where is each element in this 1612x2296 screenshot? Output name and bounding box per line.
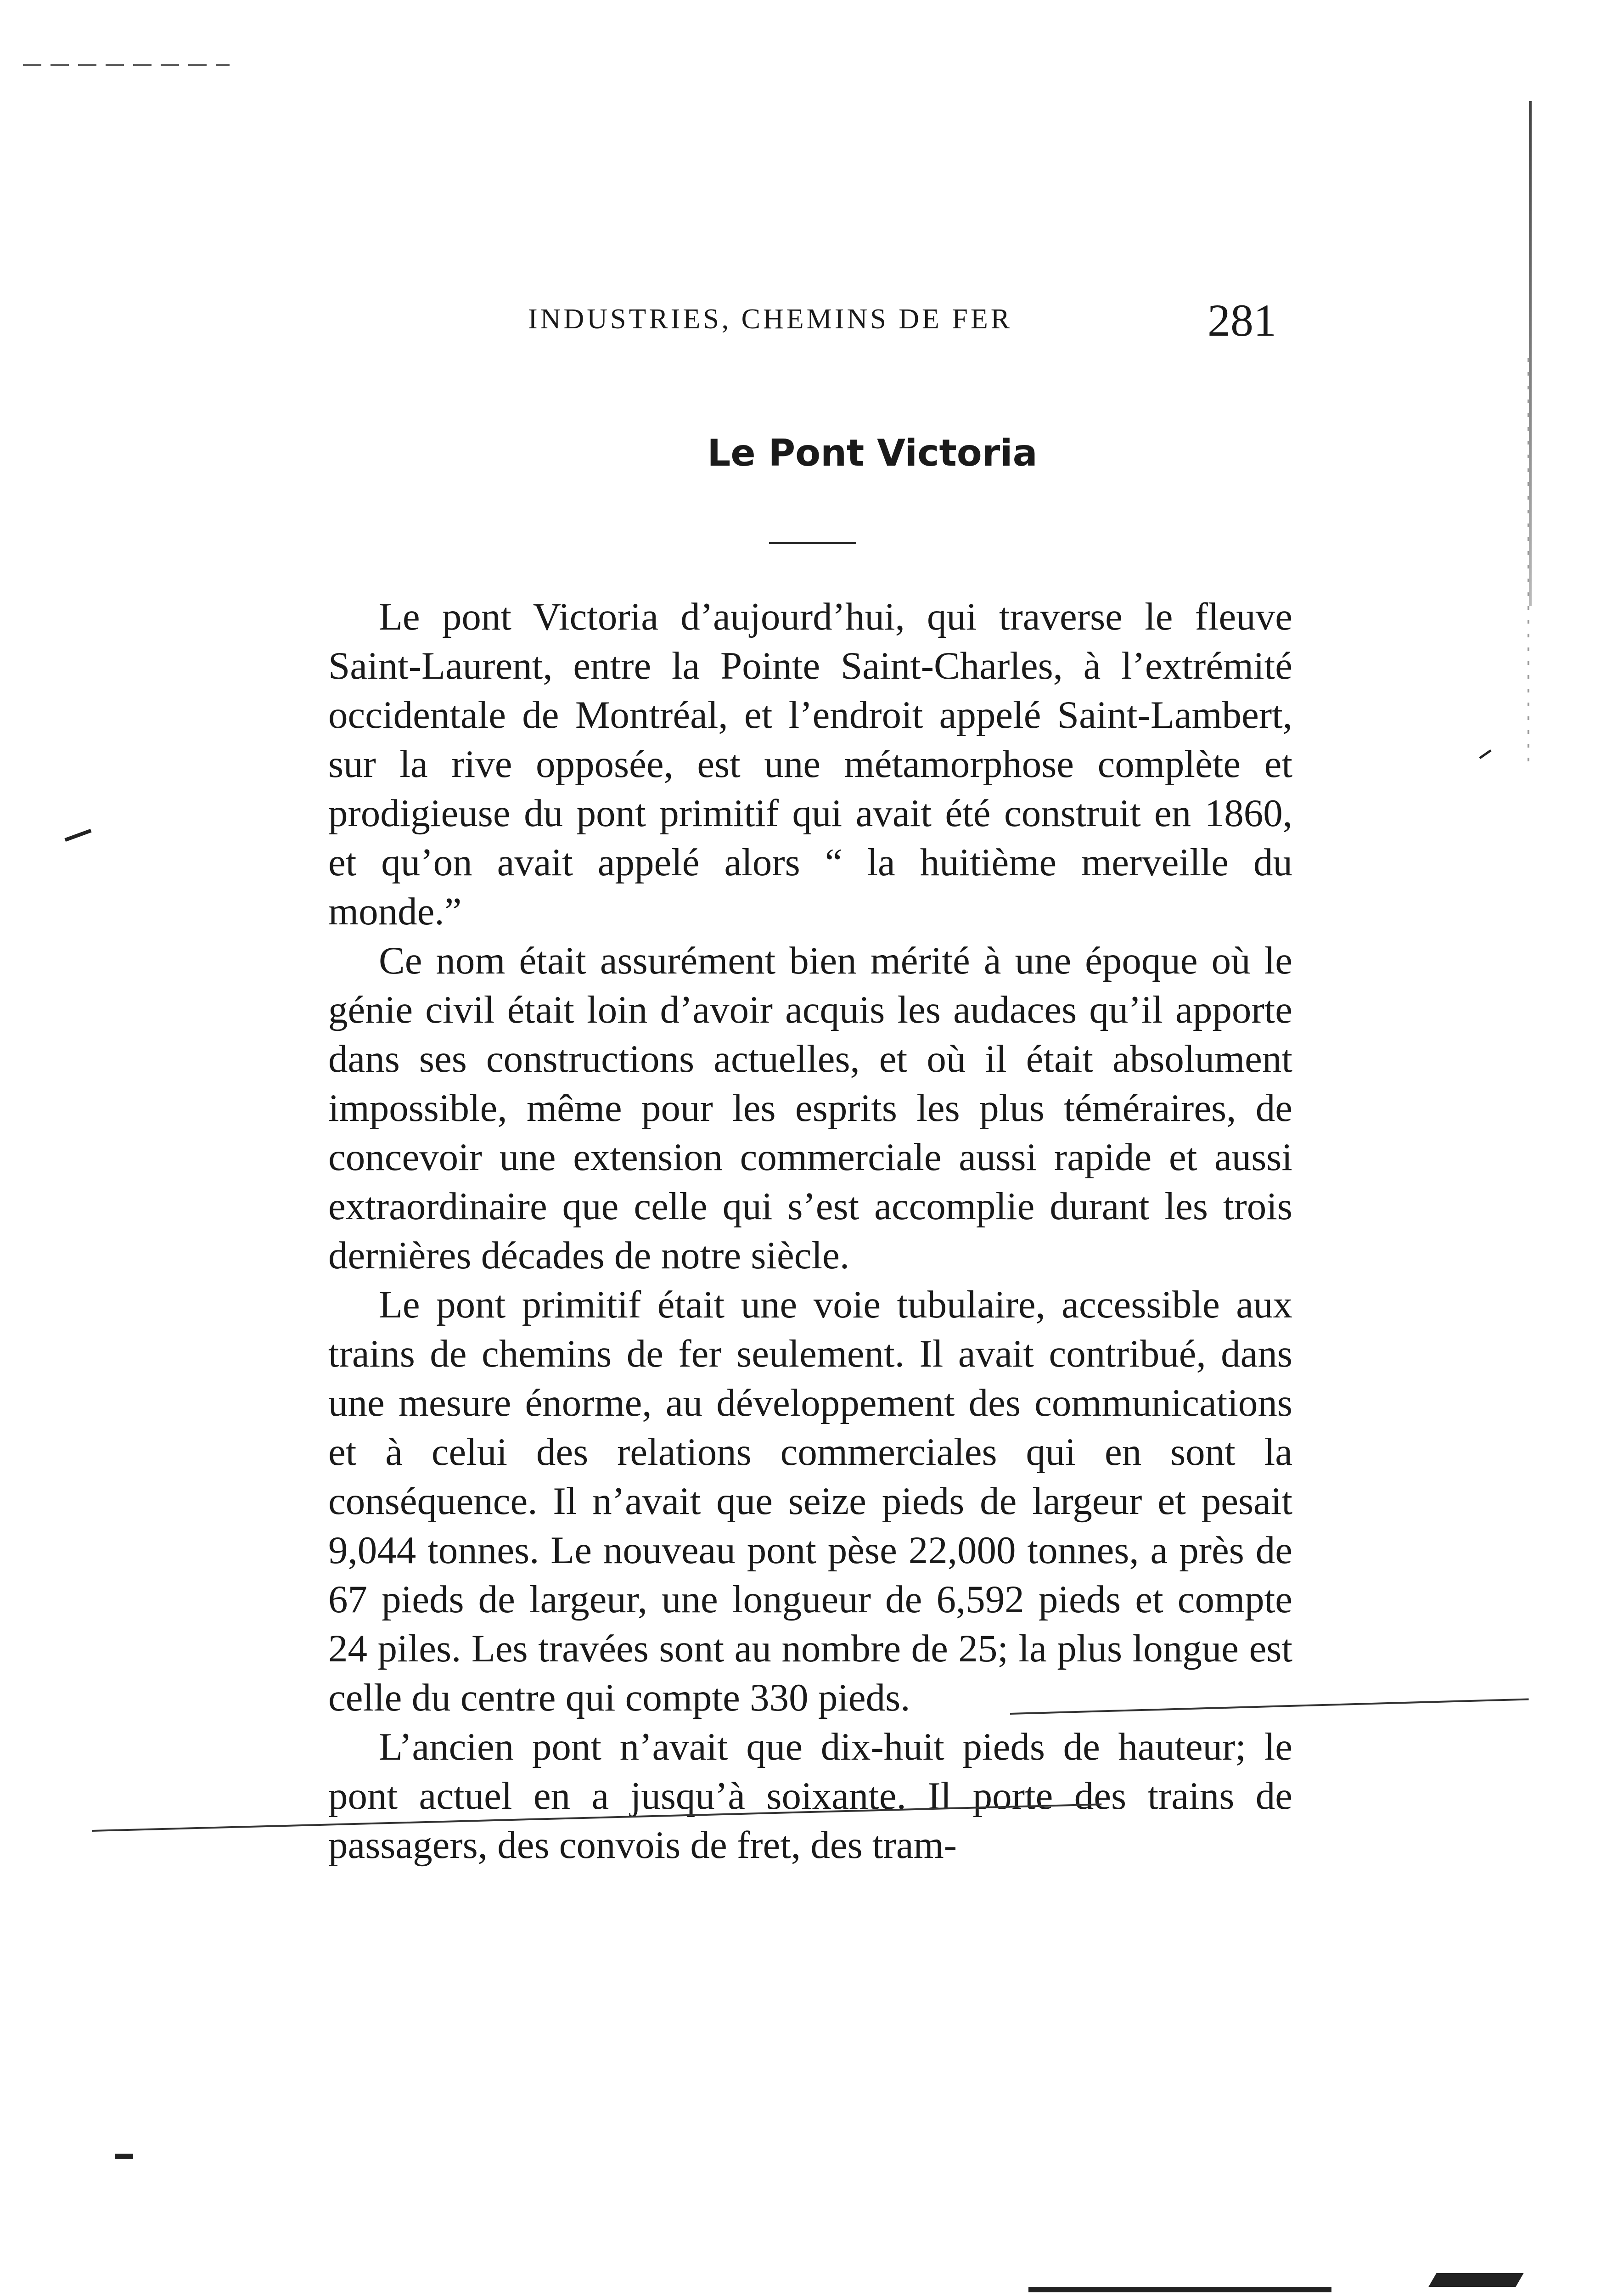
- paragraph: Ce nom était assurément bien mérité à une époque où le génie civil était loin d’avoir acquis les audaces qu’il apporte dans ses constructions actuelles, et où il était absolument impossible, même pour les esprits les plus téméraires, de concevoir une extension commerciale aussi rapide et aussi extraordinaire que celle qui s’est accomplie durant les trois dernières décades de notre siècle.: [328, 939, 1292, 1277]
- scan-artifact-mark: [1479, 749, 1491, 759]
- paragraph: L’ancien pont n’avait que dix-huit pieds de hauteur; le pont actuel en a jusqu’à soixante. Il porte des trains de passagers, des convois de fret, des tram-: [328, 1725, 1292, 1867]
- paragraph: Le pont primitif était une voie tubulaire, accessible aux trains de chemins de fer seulement. Il avait contribué, dans une mesure énorme, au développement des communications et à celui des relations commerciales qui en sont la conséquence. Il n’avait que seize pieds de largeur et pesait 9,044 tonnes. Le nouveau pont pèse 22,000 tonnes, a près de 67 pieds de largeur, une longueur de 6,592 pieds et compte 24 piles. Les travées sont au nombre de 25; la plus longue est celle du centre qui compte 330 pieds.: [328, 1283, 1292, 1719]
- page-number: 281: [1208, 295, 1276, 346]
- running-head-title: INDUSTRIES, CHEMINS DE FER: [528, 304, 1013, 335]
- scan-artifact-mark: [115, 2154, 133, 2159]
- body-text: [328, 592, 1292, 1870]
- heading-rule: [769, 542, 856, 544]
- paragraph: Le pont Victoria d’aujourd’hui, qui traverse le fleuve Saint-Laurent, entre la Pointe Saint-Charles, à l’extrémité occidentale de Montréal, et l’endroit appelé Saint-Lambert, sur la rive opposée, est une métamorphose complète et prodigieuse du pont primitif qui avait été construit en 1860, et qu’on avait appelé alors “ la huitième merveille du monde.”: [328, 595, 1292, 933]
- scan-artifact-top-rule: [23, 64, 230, 66]
- running-head: [459, 294, 1286, 349]
- section-heading: Le Pont Victoria: [707, 432, 1038, 474]
- scan-artifact-mark: [64, 829, 91, 842]
- scan-artifact-mark: [1428, 2273, 1523, 2287]
- scan-artifact-bottom-rule: [1028, 2287, 1331, 2292]
- scan-artifact-edge-dots: [1528, 358, 1529, 771]
